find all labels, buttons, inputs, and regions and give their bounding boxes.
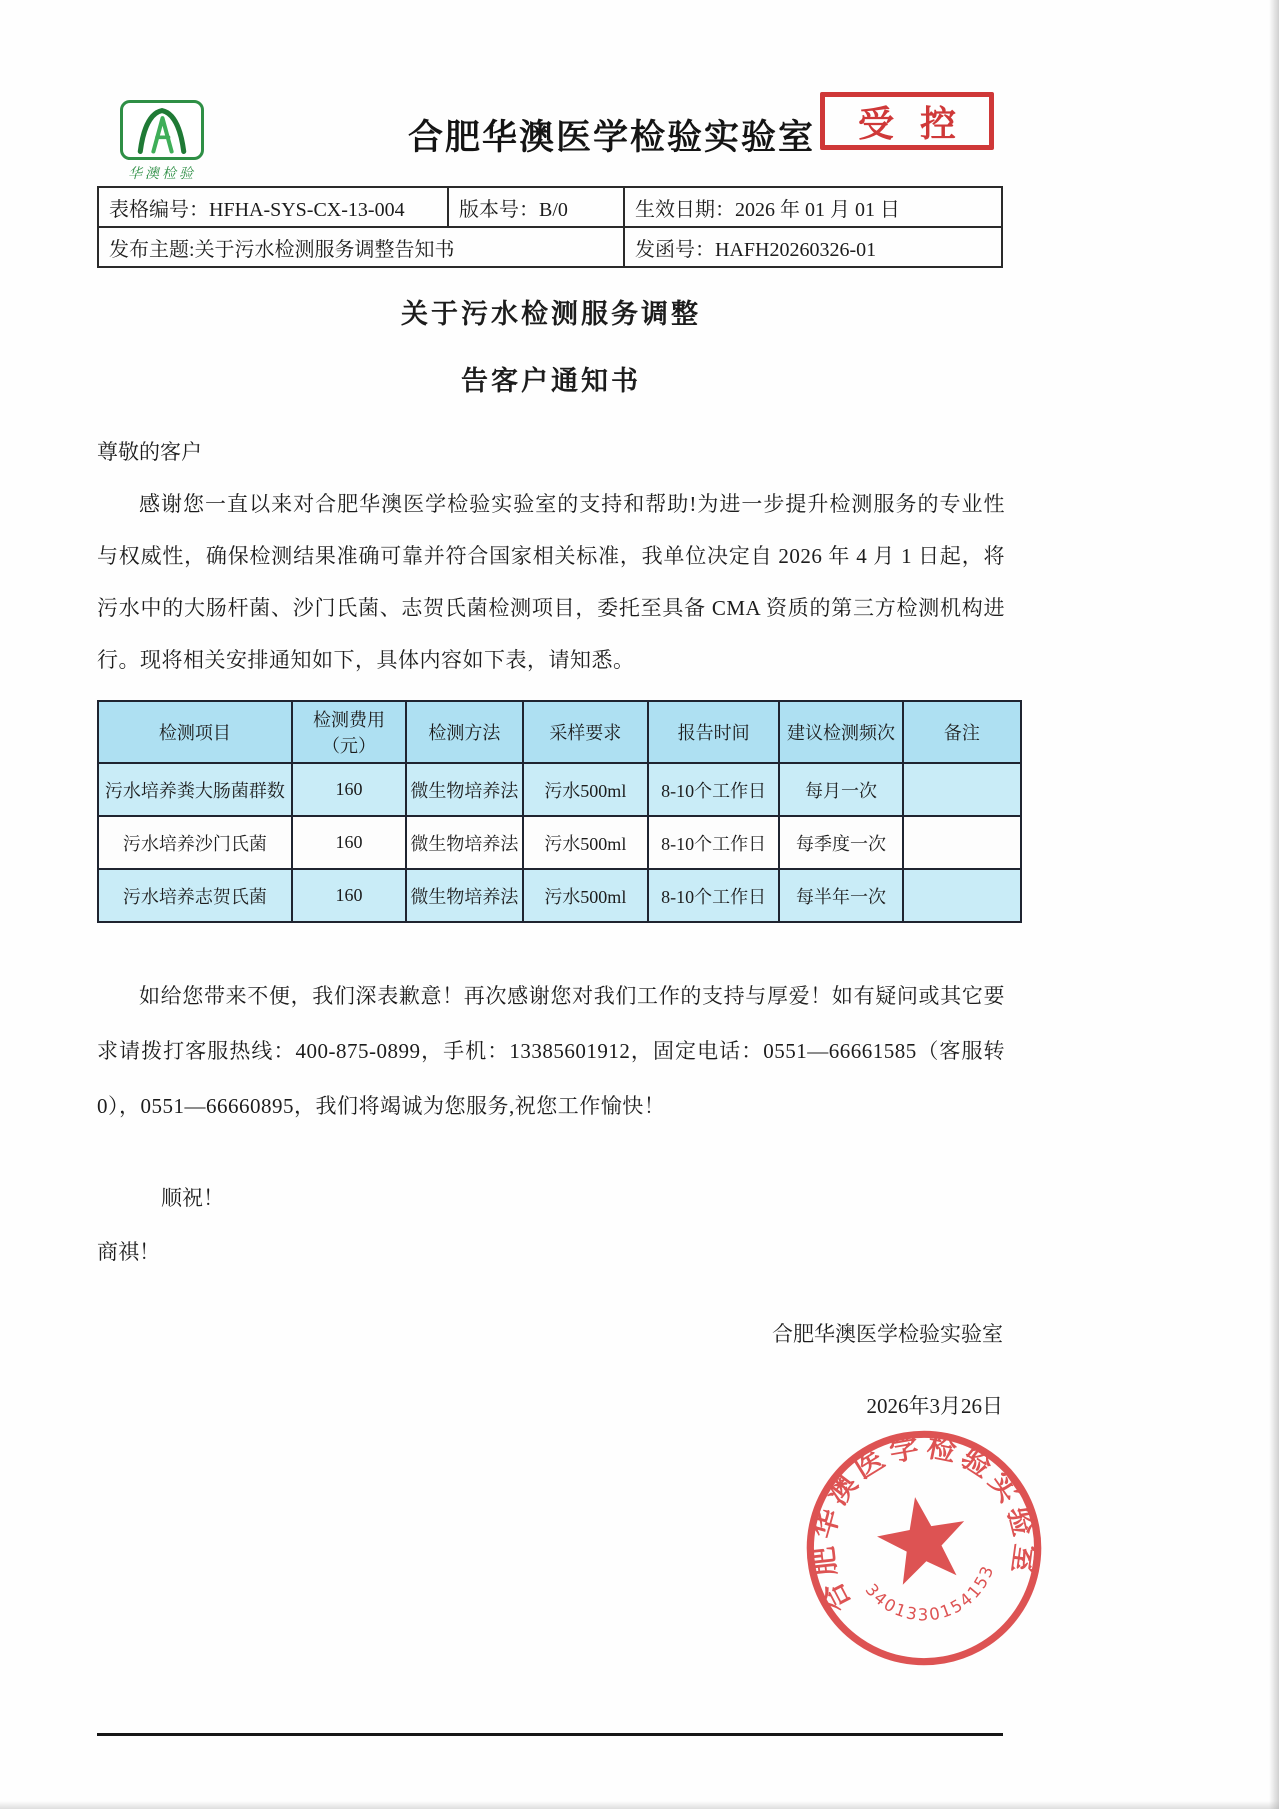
version-label: 版本号：	[459, 198, 539, 221]
table-cell: 160	[292, 816, 406, 869]
table-cell: 微生物培养法	[406, 763, 522, 816]
column-header: 检测方法	[406, 701, 522, 763]
table-row	[98, 763, 1021, 816]
letter-number-cell	[624, 227, 1002, 267]
company-logo	[112, 100, 212, 183]
table-cell: 污水培养粪大肠菌群数	[98, 763, 292, 816]
notice-title-line2: 告客户通知书	[461, 366, 641, 396]
table-cell	[903, 816, 1021, 869]
table-cell: 每半年一次	[779, 869, 903, 922]
table-cell: 160	[292, 869, 406, 922]
column-header: 备注	[903, 701, 1021, 763]
table-cell: 污水500ml	[523, 869, 649, 922]
column-header: 采样要求	[523, 701, 649, 763]
effective-date-label: 生效日期：	[635, 198, 735, 221]
logo-monogram-icon	[120, 100, 204, 160]
logo-caption: 华澳检验	[128, 167, 196, 182]
table-cell: 8-10个工作日	[648, 763, 779, 816]
table-cell: 微生物培养法	[406, 869, 522, 922]
table-cell: 污水500ml	[523, 763, 649, 816]
closing-wish-line1: 顺祝！	[161, 1186, 224, 1210]
table-cell: 8-10个工作日	[648, 869, 779, 922]
table-cell: 污水培养沙门氏菌	[98, 816, 292, 869]
closing-wish-line2: 商祺！	[97, 1240, 160, 1264]
controlled-document-stamp: 受控	[820, 92, 994, 150]
signature-block	[772, 1318, 1003, 1420]
seal-star-icon	[871, 1489, 973, 1587]
table-cell: 160	[292, 763, 406, 816]
official-seal	[800, 1424, 1048, 1672]
notice-paragraph-1: 感谢您一直以来对合肥华澳医学检验实验室的支持和帮助!为进一步提升检测服务的专业性与权威性，确保检测结果准确可靠并符合国家相关标准，我单位决定自 2026 年 4 月 1 日起，将污水中的大肠杆菌、沙门氏菌、志贺氏菌检测项目，委托至具备 CMA 资质的第三方检测机构进行。现将相关安排通知如下，具体内容如下表，请知悉。	[97, 492, 1005, 672]
letter-number-value: HAFH20260326-01	[715, 238, 877, 261]
service-adjustment-table	[97, 700, 1022, 923]
table-cell: 每季度一次	[779, 816, 903, 869]
effective-date-cell	[624, 187, 1002, 227]
table-cell: 污水培养志贺氏菌	[98, 869, 292, 922]
meta-row	[98, 187, 1002, 227]
seal-number: 3401330154153	[861, 1561, 998, 1625]
service-table-body	[98, 763, 1021, 922]
table-row	[98, 869, 1021, 922]
column-header: 建议检测频次	[779, 701, 903, 763]
subject-cell	[98, 227, 624, 267]
meta-row	[98, 227, 1002, 267]
effective-date-value: 2026 年 01 月 01 日	[735, 198, 900, 221]
column-header: 报告时间	[648, 701, 779, 763]
form-number-cell	[98, 187, 448, 227]
table-cell: 污水500ml	[523, 816, 649, 869]
table-cell	[903, 869, 1021, 922]
letter-number-label: 发函号：	[635, 238, 715, 261]
table-cell: 每月一次	[779, 763, 903, 816]
version-cell	[448, 187, 624, 227]
footer-rule	[97, 1733, 1003, 1736]
subject-label: 发布主题:	[109, 238, 195, 261]
form-number-label: 表格编号：	[109, 198, 209, 221]
column-header: 检测项目	[98, 701, 292, 763]
svg-text:3401330154153	[860, 1559, 1005, 1635]
notice-body	[97, 270, 1005, 1266]
scan-edge-artifact	[1269, 0, 1279, 1809]
service-table-head-row	[98, 701, 1021, 763]
seal-ring-text: 合肥华澳医学检验实验室	[806, 1430, 1042, 1617]
org-title: 合肥华澳医学检验实验室	[408, 118, 816, 157]
scan-edge-artifact	[0, 1801, 1279, 1809]
table-cell: 8-10个工作日	[648, 816, 779, 869]
notice-title-line1: 关于污水检测服务调整	[401, 299, 701, 329]
signature-date: 2026年3月26日	[866, 1394, 1003, 1418]
version-value: B/0	[539, 198, 568, 221]
subject-value: 关于污水检测服务调整告知书	[194, 238, 455, 261]
form-number-value: HFHA-SYS-CX-13-004	[209, 198, 405, 221]
table-row	[98, 816, 1021, 869]
table-cell: 微生物培养法	[406, 816, 522, 869]
document-meta-table	[97, 186, 1003, 268]
table-cell	[903, 763, 1021, 816]
notice-paragraph-2: 如给您带来不便，我们深表歉意！再次感谢您对我们工作的支持与厚爱！如有疑问或其它要求请拨打客服热线：400-875-0899，手机：13385601912，固定电话：0551—66661585（客服转0），0551—66660895，我们将竭诚为您服务,祝您工作愉快！	[97, 984, 1005, 1118]
column-header: 检测费用（元）	[292, 701, 406, 763]
signature-organization: 合肥华澳医学检验实验室	[772, 1322, 1003, 1346]
salutation: 尊敬的客户	[97, 440, 202, 464]
